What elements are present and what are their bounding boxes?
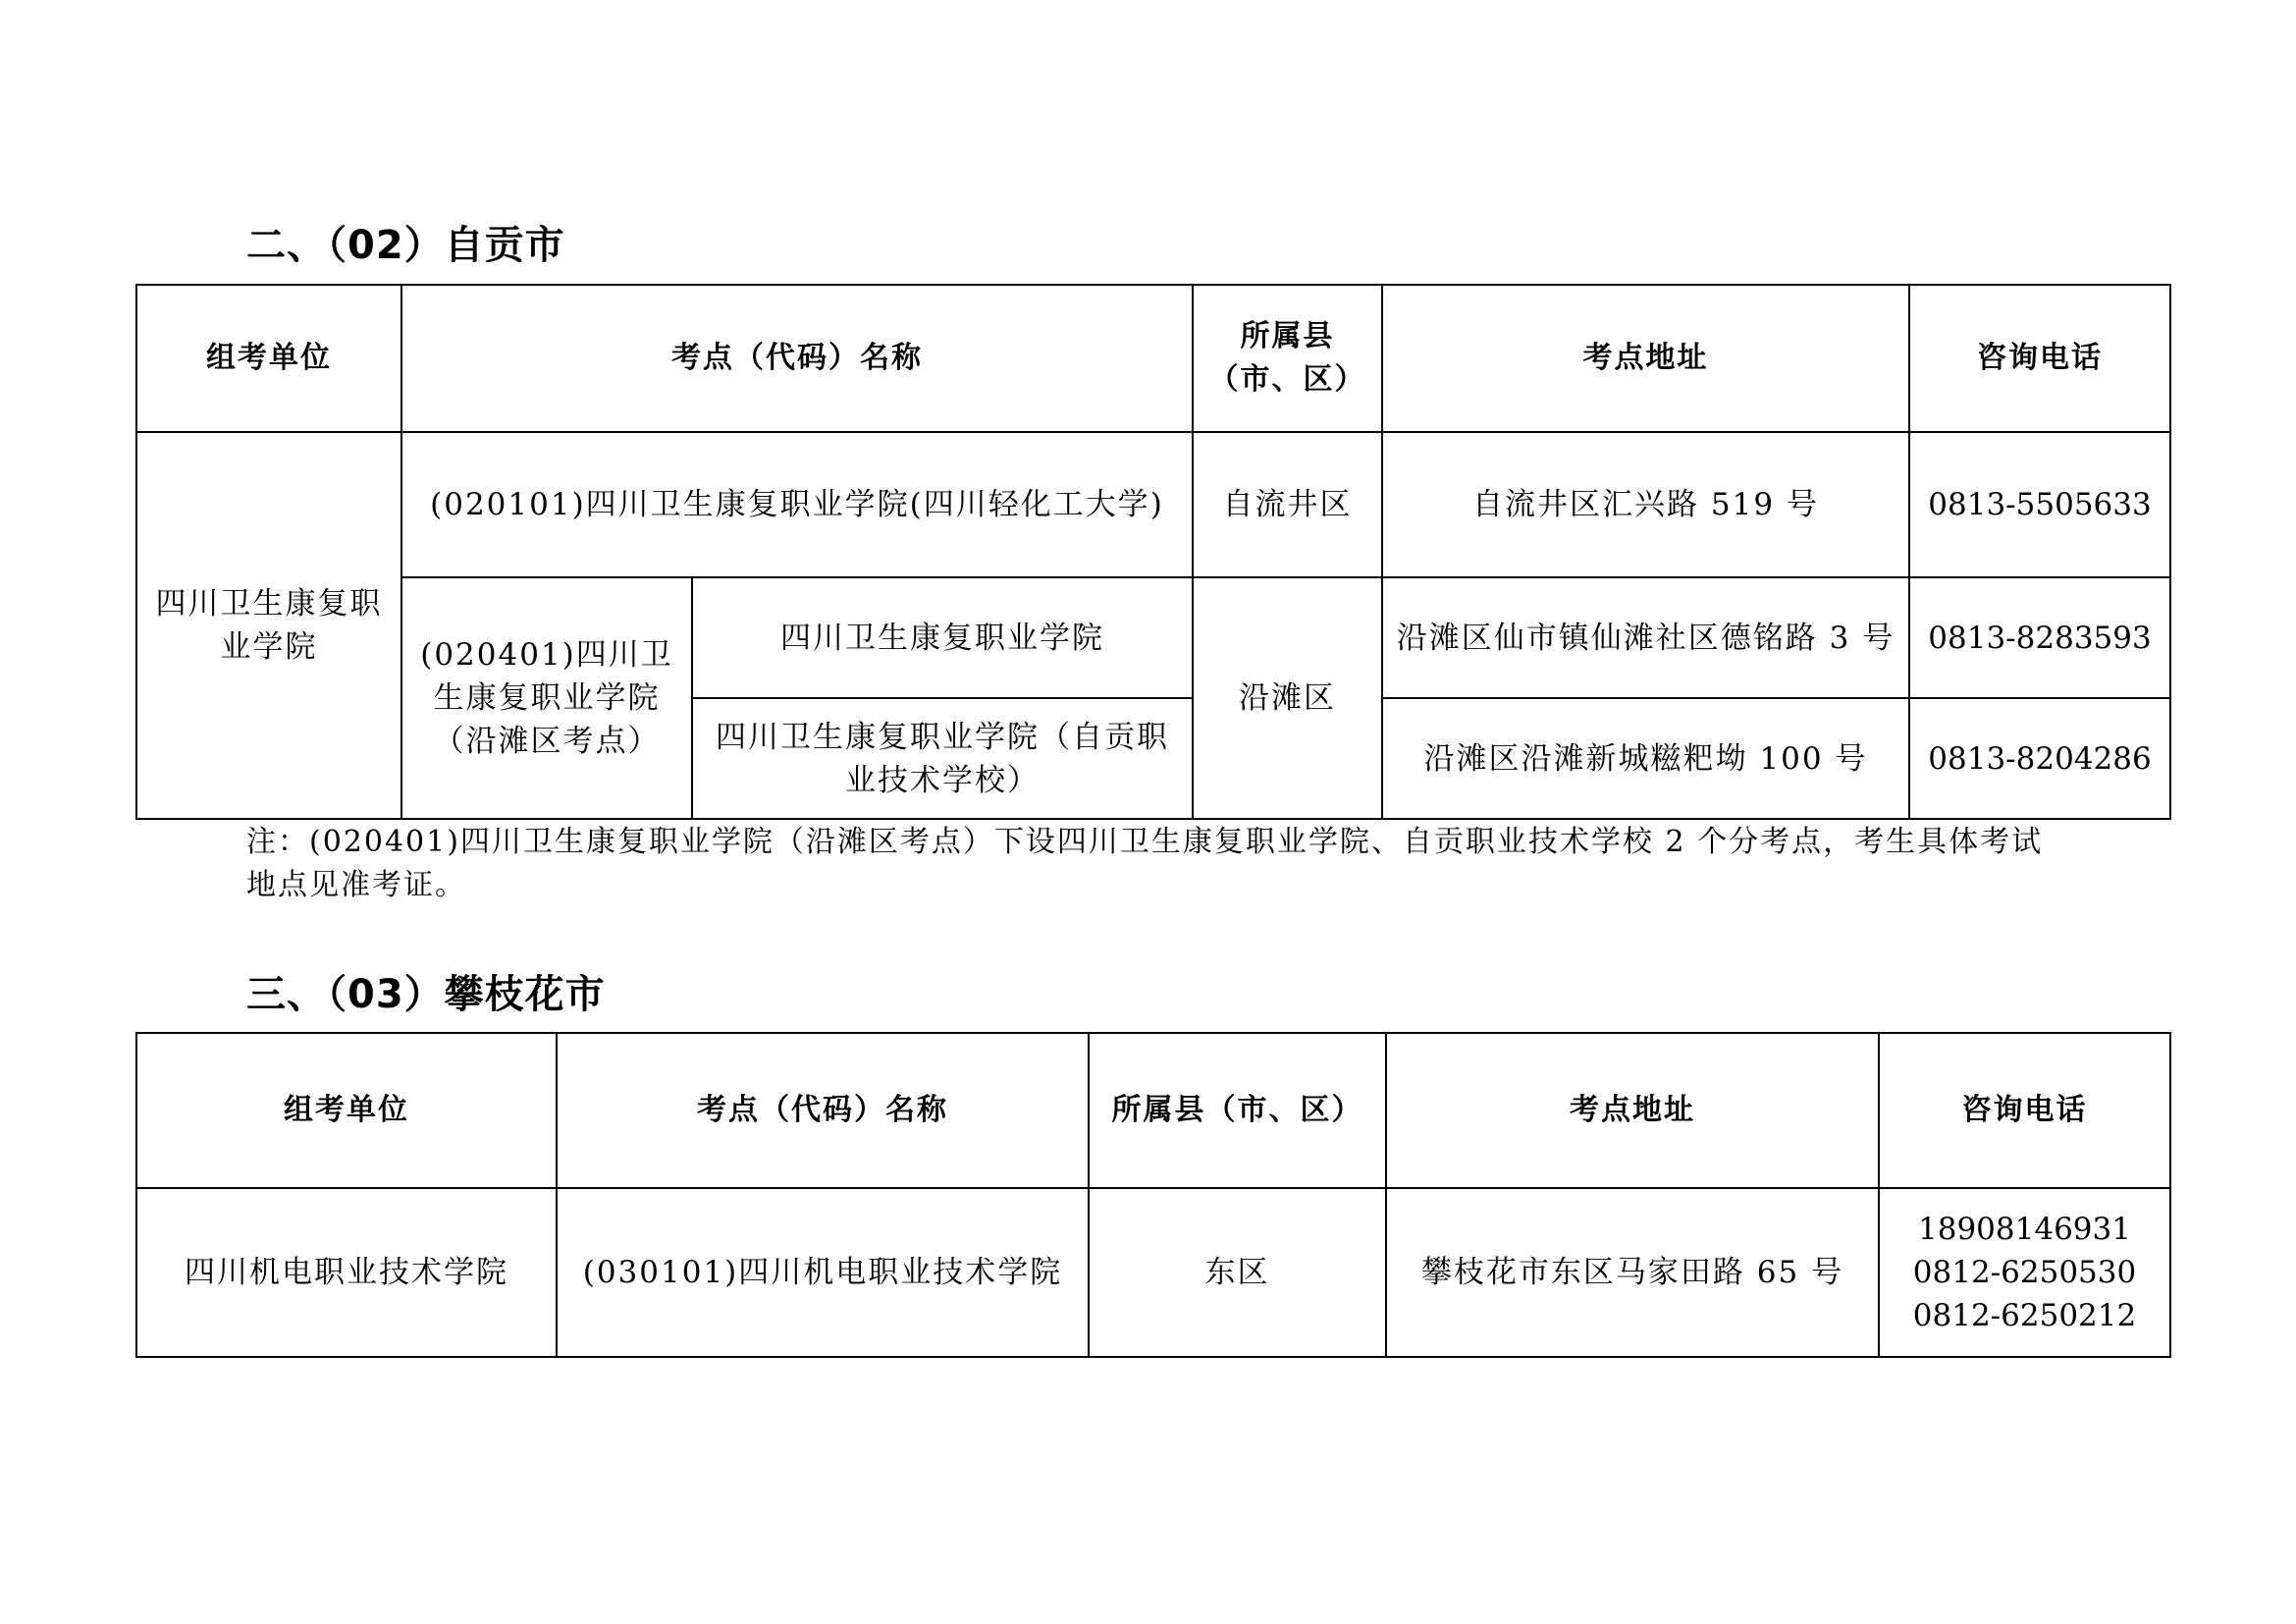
cell-unit: 四川卫生康复职业学院 xyxy=(136,432,401,819)
cell-county: 自流井区 xyxy=(1193,432,1382,577)
cell-phone: 0813-8283593 xyxy=(1909,577,2170,698)
table-row xyxy=(136,577,2170,698)
header-phone: 咨询电话 xyxy=(1879,1033,2170,1188)
header-address: 考点地址 xyxy=(1382,285,1909,432)
cell-unit: 四川机电职业技术学院 xyxy=(136,1188,557,1357)
cell-sub-site: 四川卫生康复职业学院 xyxy=(692,577,1193,698)
section-heading-zigong: 二、（02）自贡市 xyxy=(246,223,565,268)
cell-site: (020101)四川卫生康复职业学院(四川轻化工大学) xyxy=(401,432,1193,577)
zigong-exam-site-table xyxy=(135,284,2171,820)
cell-phone: 0813-8204286 xyxy=(1909,698,2170,819)
header-unit: 组考单位 xyxy=(136,285,401,432)
table-header-row xyxy=(136,285,2170,432)
phone-line: 18908146931 xyxy=(1918,1212,2131,1247)
cell-address: 沿滩区沿滩新城糍粑坳 100 号 xyxy=(1382,698,1909,819)
cell-address: 攀枝花市东区马家田路 65 号 xyxy=(1386,1188,1879,1357)
cell-site: (030101)四川机电职业技术学院 xyxy=(557,1188,1089,1357)
header-county: 所属县（市、区） xyxy=(1193,285,1382,432)
cell-county: 东区 xyxy=(1089,1188,1386,1357)
header-address: 考点地址 xyxy=(1386,1033,1879,1188)
header-site: 考点（代码）名称 xyxy=(557,1033,1089,1188)
header-site: 考点（代码）名称 xyxy=(401,285,1193,432)
table-row xyxy=(136,1188,2170,1357)
cell-phones xyxy=(1879,1188,2170,1357)
header-unit: 组考单位 xyxy=(136,1033,557,1188)
table-header-row xyxy=(136,1033,2170,1188)
cell-address: 自流井区汇兴路 519 号 xyxy=(1382,432,1909,577)
section-heading-panzhihua: 三、（03）攀枝花市 xyxy=(246,972,606,1017)
header-county: 所属县（市、区） xyxy=(1089,1033,1386,1188)
phone-line: 0812-6250212 xyxy=(1912,1298,2137,1333)
cell-site-group: (020401)四川卫生康复职业学院（沿滩区考点） xyxy=(401,577,692,819)
cell-address: 沿滩区仙市镇仙滩社区德铭路 3 号 xyxy=(1382,577,1909,698)
cell-phone: 0813-5505633 xyxy=(1909,432,2170,577)
panzhihua-exam-site-table xyxy=(135,1032,2171,1358)
phone-line: 0812-6250530 xyxy=(1912,1255,2137,1290)
header-phone: 咨询电话 xyxy=(1909,285,2170,432)
cell-county: 沿滩区 xyxy=(1193,577,1382,819)
table-row xyxy=(136,432,2170,577)
table-note: 注：(020401)四川卫生康复职业学院（沿滩区考点）下设四川卫生康复职业学院、自贡职业技术学校 2 个分考点，考生具体考试地点见准考证。 xyxy=(246,825,2044,902)
cell-sub-site: 四川卫生康复职业学院（自贡职业技术学校） xyxy=(692,698,1193,819)
